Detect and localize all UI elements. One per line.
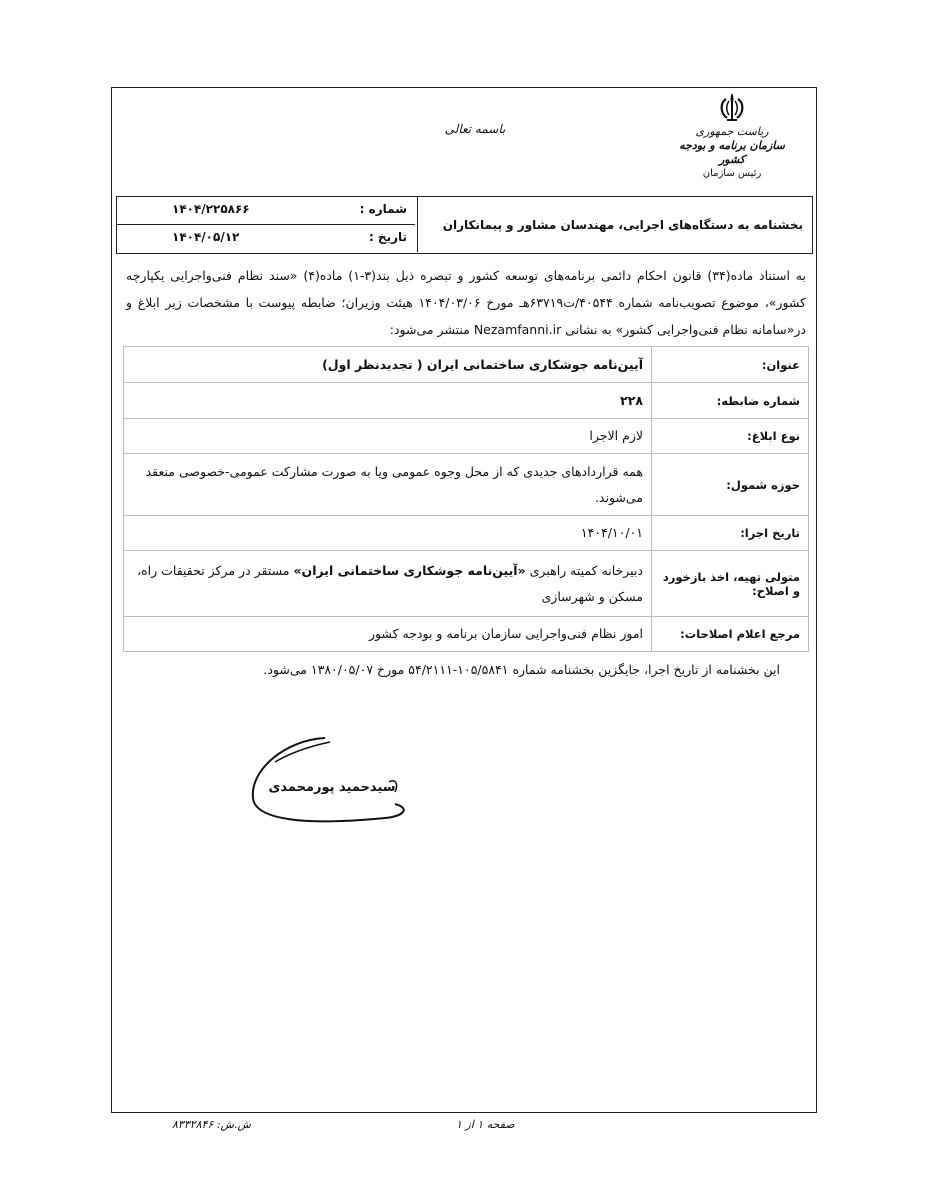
title-value: آیین‌نامه جوشکاری ساختمانی ایران ( تجدیدنظر اول) (124, 347, 652, 383)
date-value: ۱۴۰۴/۰۵/۱۲ (172, 230, 240, 244)
date-cell (117, 225, 415, 252)
subject-line: بخشنامه به دستگاه‌های اجرایی، مهندسان مشاور و پیمانکاران (417, 197, 811, 252)
code-label: شماره ضابطه: (652, 383, 809, 419)
owner-label: متولی تهیه، اخذ بازخورد و اصلاح: (652, 551, 809, 617)
org-line1: ریاست جمهوری (695, 125, 769, 138)
exec-value: ۱۴۰۴/۱۰/۰۱ (124, 516, 652, 551)
owner-post: مستقر در مرکز تحقیقات راه، مسکن و شهرسازی (137, 562, 643, 604)
table-row (124, 454, 809, 516)
type-label: نوع ابلاغ: (652, 419, 809, 454)
table-row (124, 419, 809, 454)
exec-label: تاریخ اجرا: (652, 516, 809, 551)
owner-value (124, 551, 652, 617)
owner-pre: دبیرخانه کمیته راهبری (525, 562, 643, 578)
ref-value: امور نظام فنی‌واجرایی سازمان برنامه و بودجه کشور (124, 617, 652, 652)
table-row (124, 551, 809, 617)
number-value: ۱۴۰۴/۲۲۵۸۶۶ (172, 202, 250, 216)
title-label: عنوان: (652, 347, 809, 383)
footer-code: ش.ش: ۸۳۳۲۸۴۶ (172, 1118, 251, 1131)
scope-label: حوزه شمول: (652, 454, 809, 516)
emblem-icon (717, 91, 747, 125)
letterhead (676, 91, 788, 191)
table-row (124, 617, 809, 652)
owner-bold: «آیین‌نامه جوشکاری ساختمانی ایران» (293, 562, 526, 578)
table-row (124, 516, 809, 551)
code-value: ۲۲۸ (124, 383, 652, 419)
scope-value: همه قراردادهای جدیدی که از محل وجوه عمومی ویا به صورت مشارکت عمومی-خصوصی منعقد می‌شوند. (124, 454, 652, 516)
header-box (116, 196, 813, 254)
footer-page: صفحه ۱ از ۱ (456, 1118, 515, 1131)
ref-label: مرجع اعلام اصلاحات: (652, 617, 809, 652)
type-value: لازم الاجرا (124, 419, 652, 454)
spec-table (123, 346, 809, 652)
closing-paragraph: این بخشنامه از تاریخ اجرا، جایگزین بخشنامه شماره ۱۰۵/۵۸۴۱-۵۴/۲۱۱۱ مورخ ۱۳۸۰/۰۵/۰۷ می‌شود. (263, 662, 780, 677)
signature-name: سیدحمید پورمحمدی (268, 780, 396, 795)
intro-paragraph: به استناد ماده(۳۴) قانون احکام دائمی برنامه‌های توسعه کشور و تبصره ذیل بند(۳-۱) ماده(۴) «سند نظام فنی‌واجرایی یکپارچه کشور»، موضوع تصویب‌نامه شماره ۴۰۵۴۴/ت۶۳۷۱۹هـ مورخ ۱۴۰۴/۰۳/۰۶ هیئت وزیران؛ ضابطه پیوست با مشخصات زیر ابلاغ و در«سامانه نظام فنی‌واجرایی کشور» به نشانی Nezamfanni.ir منتشر می‌شود: (126, 268, 807, 337)
org-line2: سازمان برنامه و بودجه کشور (679, 139, 785, 166)
table-row (124, 347, 809, 383)
date-label: تاریخ : (368, 230, 407, 244)
org-line3: رئیس سازمان (702, 168, 762, 179)
table-row (124, 383, 809, 419)
number-cell (117, 197, 415, 225)
number-label: شماره : (359, 202, 407, 216)
bismillah: باسمه تعالی (444, 122, 506, 136)
